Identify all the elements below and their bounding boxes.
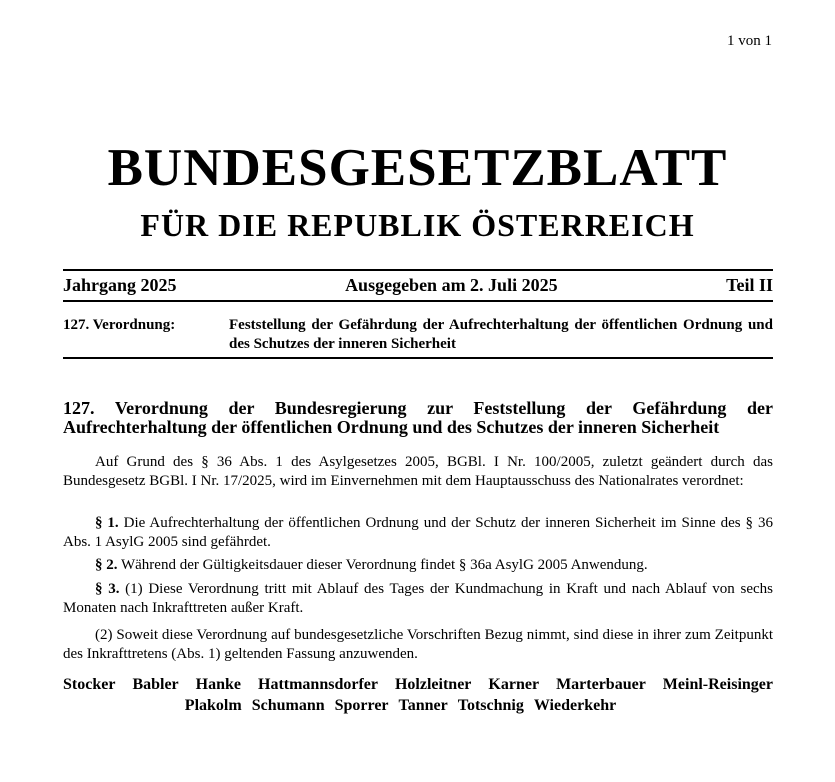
toc-entry [63, 316, 773, 354]
toc-number: 127. Verordnung: [63, 317, 176, 333]
masthead-title: BUNDESGESETZBLATT [107, 139, 728, 197]
signatory: Hattmannsdorfer [258, 676, 378, 693]
issue-date: Ausgegeben am 2. Juli 2025 [345, 275, 558, 295]
masthead-subtitle: FÜR DIE REPUBLIK ÖSTERREICH [140, 207, 695, 243]
rule-bottom [63, 357, 773, 359]
signatory: Hanke [195, 676, 241, 693]
signatory: Tanner [398, 697, 448, 714]
section-3 [63, 580, 773, 618]
toc-title: Feststellung der Gefährdung der Aufrechterhaltung der öffentlichen Ordnung und des Schutzes der inneren Sicherheit [229, 317, 773, 352]
signatories-line-1 [63, 674, 773, 695]
section-1-label: § 1. [95, 515, 119, 531]
preamble: Auf Grund des § 36 Abs. 1 des Asylgesetzes 2005, BGBl. I Nr. 100/2005, zuletzt geändert durch das Bundesgesetz BGBl. I Nr. 17/2025, wird im Einvernehmen mit dem Hauptausschuss des Nationalrates verordnet: [63, 454, 773, 489]
section-3-label: § 3. [95, 581, 120, 597]
signatory: Meinl-Reisinger [662, 676, 773, 693]
signatory: Stocker [63, 676, 116, 693]
section-3-text: (1) Diese Verordnung tritt mit Ablauf des Tages der Kundmachung in Kraft und nach Ablauf von sechs Monaten nach Inkrafttreten außer Kraft. [63, 581, 773, 616]
signatory: Plakolm [184, 697, 242, 714]
volume: Jahrgang 2025 [63, 275, 177, 295]
signatory: Sporrer [334, 697, 389, 714]
page-number: 1 von 1 [727, 33, 772, 49]
regulation-title: 127. Verordnung der Bundesregierung zur Feststellung der Gefährdung der Aufrechterhaltung der öffentlichen Ordnung und des Schutzes der inneren Sicherheit [63, 398, 773, 437]
section-2-text: Während der Gültigkeitsdauer dieser Verordnung findet § 36a AsylG 2005 Anwendung. [117, 557, 648, 573]
signatories-line-2 [28, 695, 773, 716]
signatory: Karner [488, 676, 540, 693]
signatory: Wiederkehr [533, 697, 617, 714]
section-1 [63, 514, 773, 552]
signatory: Schumann [251, 697, 325, 714]
signatories [63, 674, 773, 716]
signatory: Marterbauer [556, 676, 646, 693]
issue-line [63, 274, 773, 296]
section-3-paragraph-2: (2) Soweit diese Verordnung auf bundesgesetzliche Vorschriften Bezug nimmt, sind diese in ihrer zum Zeitpunkt des Inkrafttretens (Abs. 1) geltenden Fassung anzuwenden. [63, 627, 773, 662]
section-2-label: § 2. [95, 557, 118, 573]
section-2 [63, 556, 773, 575]
rule-middle [63, 300, 773, 302]
signatory: Babler [132, 676, 179, 693]
rule-top [63, 269, 773, 271]
section-1-text: Die Aufrechterhaltung der öffentlichen Ordnung und der Schutz der inneren Sicherheit im Sinne des § 36 Abs. 1 AsylG 2005 sind gefährdet. [63, 515, 773, 550]
part: Teil II [726, 275, 773, 295]
signatory: Holzleitner [394, 676, 472, 693]
signatory: Totschnig [457, 697, 524, 714]
